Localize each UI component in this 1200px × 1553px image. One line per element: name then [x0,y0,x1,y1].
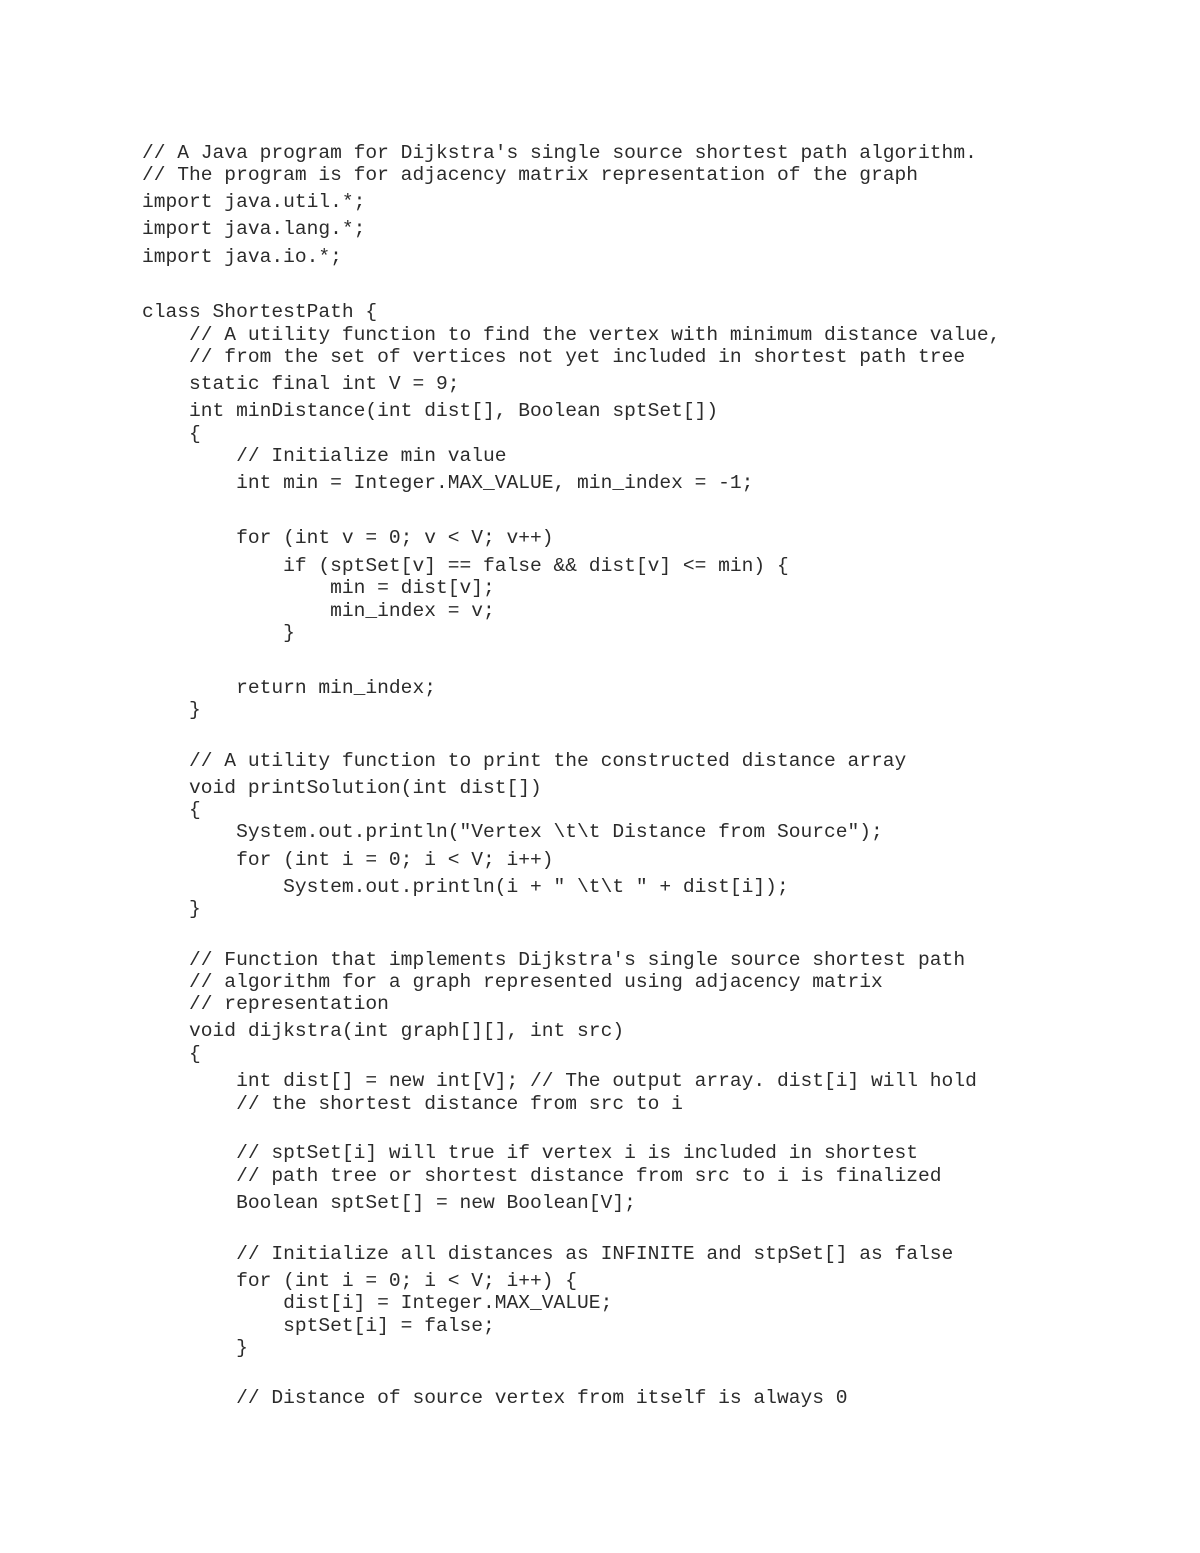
code-line: // Initialize all distances as INFINITE and stpSet[] as false [142,1243,954,1265]
code-line: return min_index; [142,677,436,699]
code-line: // Distance of source vertex from itself is always 0 [142,1387,848,1409]
code-line: min_index = v; [142,600,495,622]
code-line: // A Java program for Dijkstra's single source shortest path algorithm. [142,142,977,164]
code-line: sptSet[i] = false; [142,1315,495,1337]
code-line: // A utility function to find the vertex with minimum distance value, [142,324,1001,346]
code-line: // Function that implements Dijkstra's single source shortest path [142,949,966,971]
code-line: import java.io.*; [142,246,342,268]
code-line: { [142,423,201,445]
code-line: // algorithm for a graph represented using adjacency matrix [142,971,883,993]
code-line: // from the set of vertices not yet included in shortest path tree [142,346,966,368]
code-line: int minDistance(int dist[], Boolean sptSet[]) [142,400,719,422]
code-line: } [142,898,201,920]
code-line: import java.lang.*; [142,218,366,240]
code-line: void dijkstra(int graph[][], int src) [142,1020,625,1042]
code-line: min = dist[v]; [142,577,495,599]
code-line: for (int i = 0; i < V; i++) [142,849,554,871]
code-line: // A utility function to print the constructed distance array [142,750,907,772]
code-line: // the shortest distance from src to i [142,1093,683,1115]
code-line: System.out.println("Vertex \t\t Distance from Source"); [142,821,883,843]
code-line: void printSolution(int dist[]) [142,777,542,799]
code-line: // The program is for adjacency matrix representation of the graph [142,164,919,186]
code-line: } [142,1337,248,1359]
code-line: { [142,1043,201,1065]
code-line: if (sptSet[v] == false && dist[v] <= min) { [142,555,789,577]
code-line: { [142,799,201,821]
code-line: // sptSet[i] will true if vertex i is included in shortest [142,1142,919,1164]
code-line: // Initialize min value [142,445,507,467]
code-line: dist[i] = Integer.MAX_VALUE; [142,1292,613,1314]
code-line: // representation [142,993,389,1015]
code-line: static final int V = 9; [142,373,460,395]
code-line: int min = Integer.MAX_VALUE, min_index = -1; [142,472,754,494]
code-line: int dist[] = new int[V]; // The output array. dist[i] will hold [142,1070,977,1092]
code-line: // path tree or shortest distance from src to i is finalized [142,1165,942,1187]
code-line: Boolean sptSet[] = new Boolean[V]; [142,1192,636,1214]
code-line: import java.util.*; [142,191,366,213]
code-line: for (int i = 0; i < V; i++) { [142,1270,578,1292]
code-line: for (int v = 0; v < V; v++) [142,527,554,549]
code-line: System.out.println(i + " \t\t " + dist[i]); [142,876,789,898]
code-line: } [142,699,201,721]
code-line: class ShortestPath { [142,301,378,323]
code-line: } [142,622,295,644]
